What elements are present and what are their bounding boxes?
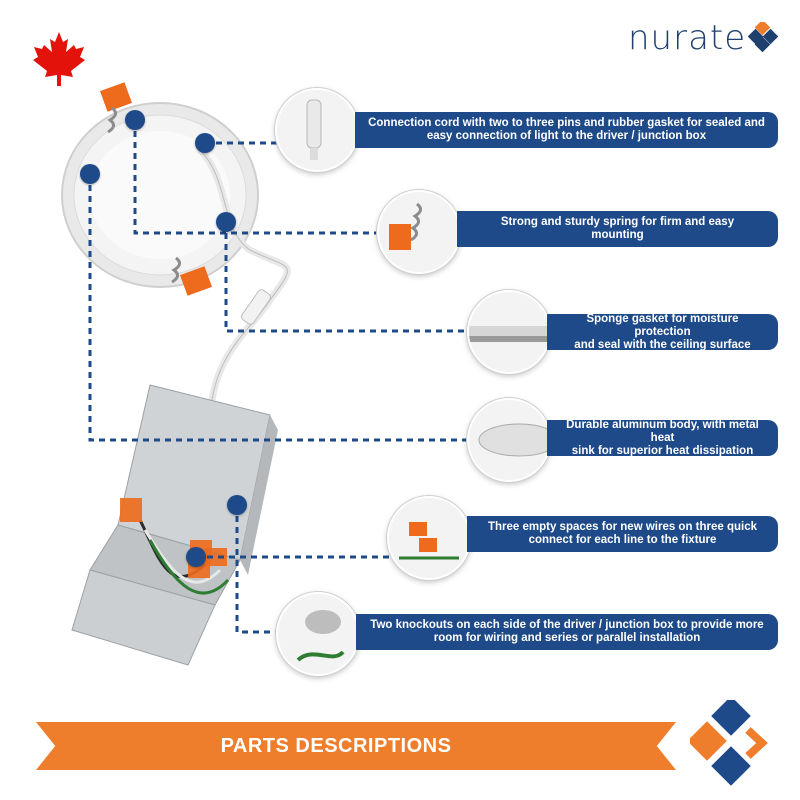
callout-sponge-gasket: [547, 314, 778, 350]
callout-line: mounting: [591, 229, 644, 241]
brand-logo-text: nurate: [628, 18, 747, 58]
callout-line: and seal with the ceiling surface: [574, 338, 751, 351]
callout-line: easy connection of light to the driver / junction box: [426, 130, 707, 142]
marker-quick-connect: [186, 547, 206, 567]
downlight-fixture: [62, 82, 287, 400]
marker-cord: [195, 133, 215, 153]
callout-line: sink for superior heat dissipation: [571, 444, 754, 457]
callout-line: Connection cord with two to three pins and rubber gasket for sealed and: [368, 117, 765, 129]
marker-knockouts: [227, 495, 247, 515]
quick-connect-thumbnail: [387, 496, 471, 580]
callout-line: connect for each line to the fixture: [528, 534, 717, 546]
callout-aluminum-body: [547, 420, 778, 456]
banner-title: PARTS DESCRIPTIONS: [220, 735, 452, 757]
callout-spring: [457, 211, 778, 247]
marker-spring: [125, 110, 145, 130]
callout-connection-cord: [355, 112, 778, 148]
callout-line: room for wiring and series or parallel installation: [433, 632, 701, 644]
callout-quick-connect: [467, 516, 778, 552]
marker-gasket: [216, 212, 236, 232]
callout-line: Two knockouts on each side of the driver / junction box to provide more: [370, 619, 764, 631]
callout-line: Sponge gasket for moisture protection: [586, 312, 739, 338]
callout-line: Three empty spaces for new wires on three quick: [487, 521, 758, 533]
callout-knockouts: [356, 614, 778, 650]
spring-thumbnail: [377, 190, 461, 274]
knockout-thumbnail: [276, 592, 360, 676]
aluminum-body-thumbnail: [467, 398, 551, 482]
callout-line: Strong and sturdy spring for firm and easy: [500, 216, 735, 228]
marker-body: [80, 164, 100, 184]
gasket-thumbnail: [467, 290, 551, 374]
brand-diamond-icon: [690, 700, 776, 786]
driver-box: [72, 385, 278, 665]
connector-thumbnail: [275, 88, 359, 172]
callout-line: Durable aluminum body, with metal heat: [566, 418, 759, 444]
